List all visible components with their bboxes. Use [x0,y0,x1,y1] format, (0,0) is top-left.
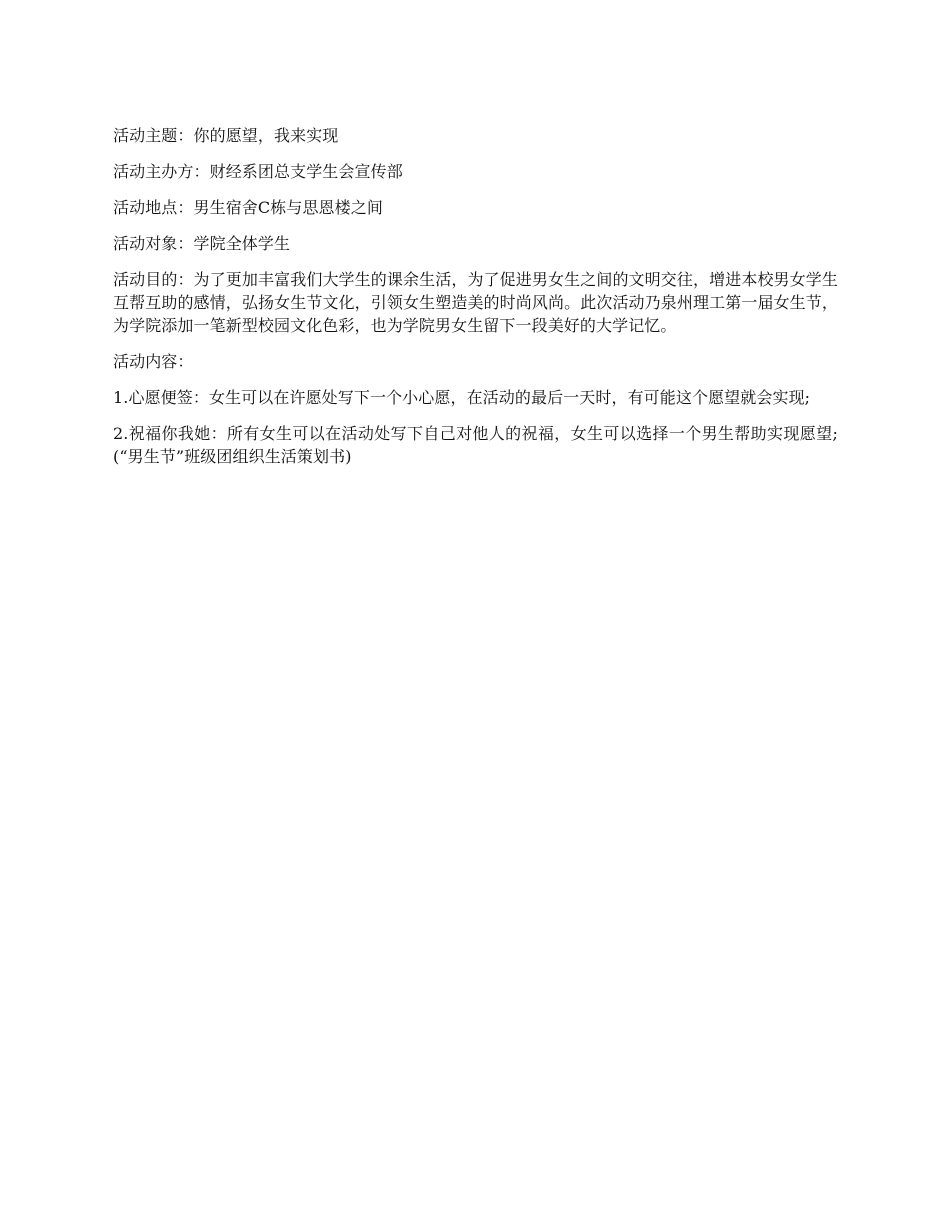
content-item-blessing: 2.祝福你我她：所有女生可以在活动处写下自己对他人的祝福，女生可以选择一个男生帮助实现愿望;(“男生节”班级团组织生活策划书) [113,424,838,466]
activity-location: 活动地点：男生宿舍C栋与思恩楼之间 [113,198,383,217]
activity-organizer: 活动主办方：财经系团总支学生会宣传部 [113,162,403,181]
activity-theme: 活动主题：你的愿望，我来实现 [113,126,339,145]
activity-audience: 活动对象：学院全体学生 [113,234,291,253]
activity-purpose: 活动目的：为了更加丰富我们大学生的课余生活，为了促进男女生之间的文明交往，增进本校男女学生互帮互助的感情，弘扬女生节文化，引领女生塑造美的时尚风尚。此次活动乃泉州理工第一届女生节，为学院添加一笔新型校园文化色彩，也为学院男女生留下一段美好的大学记忆。 [113,270,838,335]
activity-content-heading: 活动内容： [113,352,194,371]
document-page [113,124,838,481]
content-item-wish-note: 1.心愿便签：女生可以在许愿处写下一个小心愿，在活动的最后一天时，有可能这个愿望就会实现; [113,388,811,407]
